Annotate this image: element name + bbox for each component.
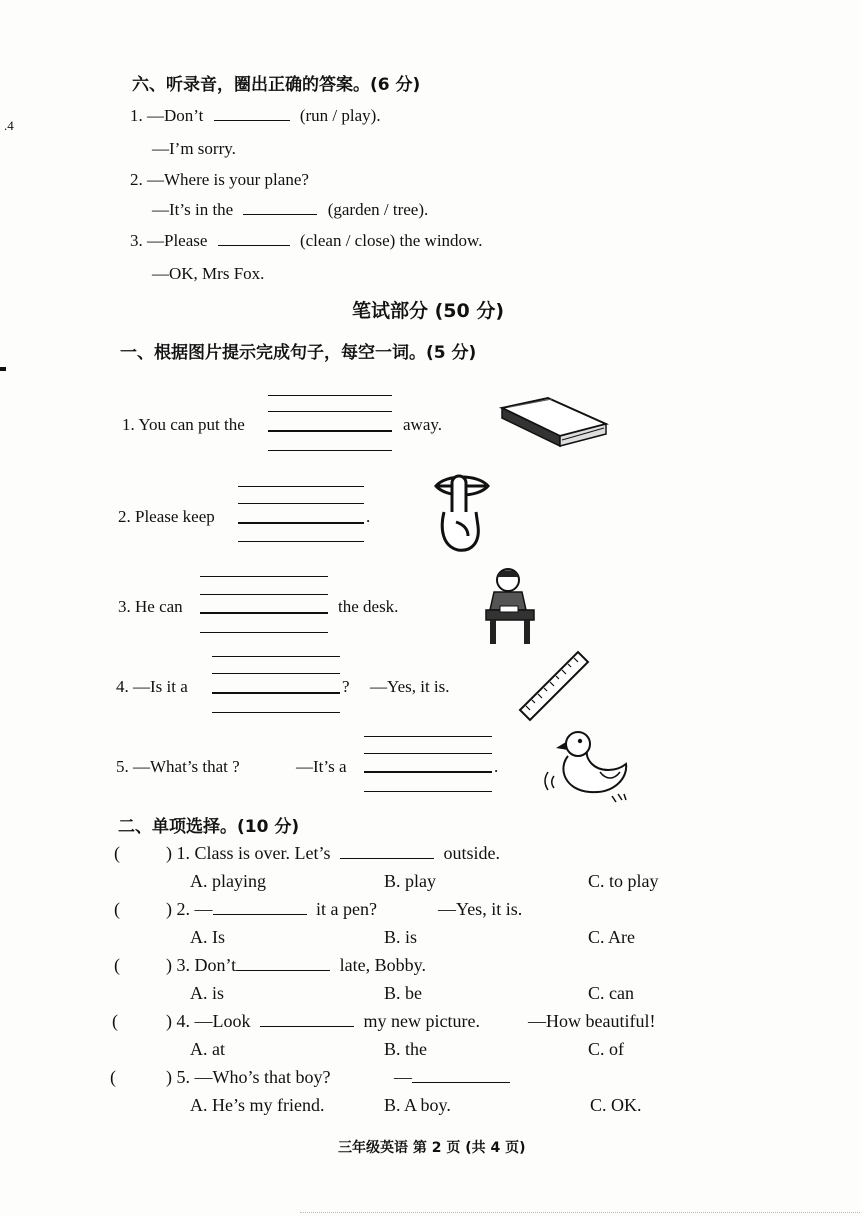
listening-item-2: 2. —Where is your plane?: [130, 170, 309, 189]
mc-question-4: ) 4. —Look my new picture.: [166, 1011, 480, 1031]
fill-item-5-mid: —It’s a: [296, 757, 347, 776]
answer-blank[interactable]: [260, 1012, 354, 1027]
answer-blank[interactable]: [243, 200, 317, 215]
page-footer: 三年级英语 第 2 页 (共 4 页): [338, 1140, 526, 1156]
fill-item-3-prefix: 3. He can: [118, 597, 183, 616]
listening-item-2-answer: —It’s in the (garden / tree).: [152, 200, 429, 219]
margin-tick: [0, 367, 6, 371]
answer-paren[interactable]: (: [110, 1067, 116, 1087]
option-b: B. be: [384, 983, 422, 1003]
option-c: C. of: [588, 1039, 624, 1059]
fill-item-4-reply: —Yes, it is.: [370, 677, 450, 696]
fill-item-2-prefix: 2. Please keep: [118, 507, 215, 526]
handwriting-line: [200, 594, 328, 595]
option-b: B. the: [384, 1039, 427, 1059]
option-a: A. playing: [190, 871, 266, 891]
handwriting-line: [238, 503, 364, 504]
listening-reply-3: —OK, Mrs Fox.: [152, 264, 265, 283]
scan-artifact: [300, 1212, 860, 1213]
answer-blank[interactable]: [236, 956, 330, 971]
answer-paren[interactable]: (: [114, 843, 120, 863]
option-a: A. is: [190, 983, 225, 1003]
fill-item-4-prefix: 4. —Is it a: [116, 677, 188, 696]
answer-line[interactable]: [200, 612, 328, 614]
boy-at-desk-icon: [478, 566, 540, 646]
handwriting-line: [238, 541, 364, 542]
option-b: B. A boy.: [384, 1095, 451, 1115]
mc-question-2: ) 2. — it a pen?: [166, 899, 377, 919]
section1-heading: 一、根据图片提示完成句子，每空一词。(5 分): [120, 343, 477, 363]
duck-icon: [542, 728, 638, 804]
option-b: B. play: [384, 871, 436, 891]
answer-line[interactable]: [364, 771, 492, 773]
option-a: A. at: [190, 1039, 225, 1059]
answer-line[interactable]: [268, 430, 392, 432]
handwriting-line: [212, 712, 340, 713]
handwriting-line: [212, 656, 340, 657]
mc-question-2-reply: —Yes, it is.: [438, 899, 523, 919]
answer-paren[interactable]: (: [114, 899, 120, 919]
fill-item-1-prefix: 1. You can put the: [122, 415, 245, 434]
handwriting-line: [200, 576, 328, 577]
listening-heading: 六、听录音，圈出正确的答案。(6 分): [132, 75, 421, 95]
answer-blank[interactable]: [218, 231, 290, 246]
fill-item-5-suffix: .: [494, 757, 499, 776]
mc-question-5: ) 5. —Who’s that boy?: [166, 1067, 331, 1087]
fill-item-3-suffix: the desk.: [338, 597, 399, 616]
mc-question-1: ) 1. Class is over. Let’s outside.: [166, 843, 500, 863]
answer-line[interactable]: [238, 522, 364, 524]
handwriting-line: [364, 753, 492, 754]
answer-blank[interactable]: [412, 1068, 510, 1083]
fill-item-1-suffix: away.: [403, 415, 443, 434]
option-a: A. He’s my friend.: [190, 1095, 325, 1115]
option-c: C. OK.: [590, 1095, 642, 1115]
option-a: A. Is: [190, 927, 225, 947]
answer-blank[interactable]: [213, 900, 307, 915]
listening-reply-1: —I’m sorry.: [152, 139, 236, 158]
handwriting-line: [364, 736, 492, 737]
option-c: C. can: [588, 983, 634, 1003]
answer-paren[interactable]: (: [114, 955, 120, 975]
fill-item-5-prefix: 5. —What’s that ?: [116, 757, 240, 776]
handwriting-line: [268, 450, 392, 451]
section2-heading: 二、单项选择。(10 分): [118, 817, 300, 837]
handwriting-line: [268, 411, 392, 412]
answer-line[interactable]: [212, 692, 340, 694]
answer-blank[interactable]: [214, 106, 290, 121]
ruler-icon: [516, 648, 592, 724]
answer-blank[interactable]: [340, 844, 434, 859]
margin-mark: .4: [4, 118, 14, 133]
written-part-title: 笔试部分 (50 分): [352, 300, 505, 322]
fill-item-2-suffix: .: [366, 507, 371, 526]
answer-paren[interactable]: (: [112, 1011, 118, 1031]
mc-question-3: ) 3. Don’t late, Bobby.: [166, 955, 426, 975]
option-c: C. to play: [588, 871, 659, 891]
handwriting-line: [200, 632, 328, 633]
handwriting-line: [238, 486, 364, 487]
option-c: C. Are: [588, 927, 635, 947]
mc-question-5-reply: —: [394, 1067, 510, 1088]
option-b: B. is: [384, 927, 418, 947]
quiet-finger-icon: [432, 472, 492, 556]
handwriting-line: [212, 673, 340, 674]
mc-question-4-reply: —How beautiful!: [528, 1011, 656, 1031]
handwriting-line: [364, 791, 492, 792]
listening-item-1: 1. —Don’t (run / play).: [130, 106, 381, 125]
handwriting-line: [268, 395, 392, 396]
book-icon: [500, 396, 610, 448]
fill-item-4-suffix: ?: [342, 677, 350, 696]
listening-item-3: 3. —Please (clean / close) the window.: [130, 231, 483, 250]
